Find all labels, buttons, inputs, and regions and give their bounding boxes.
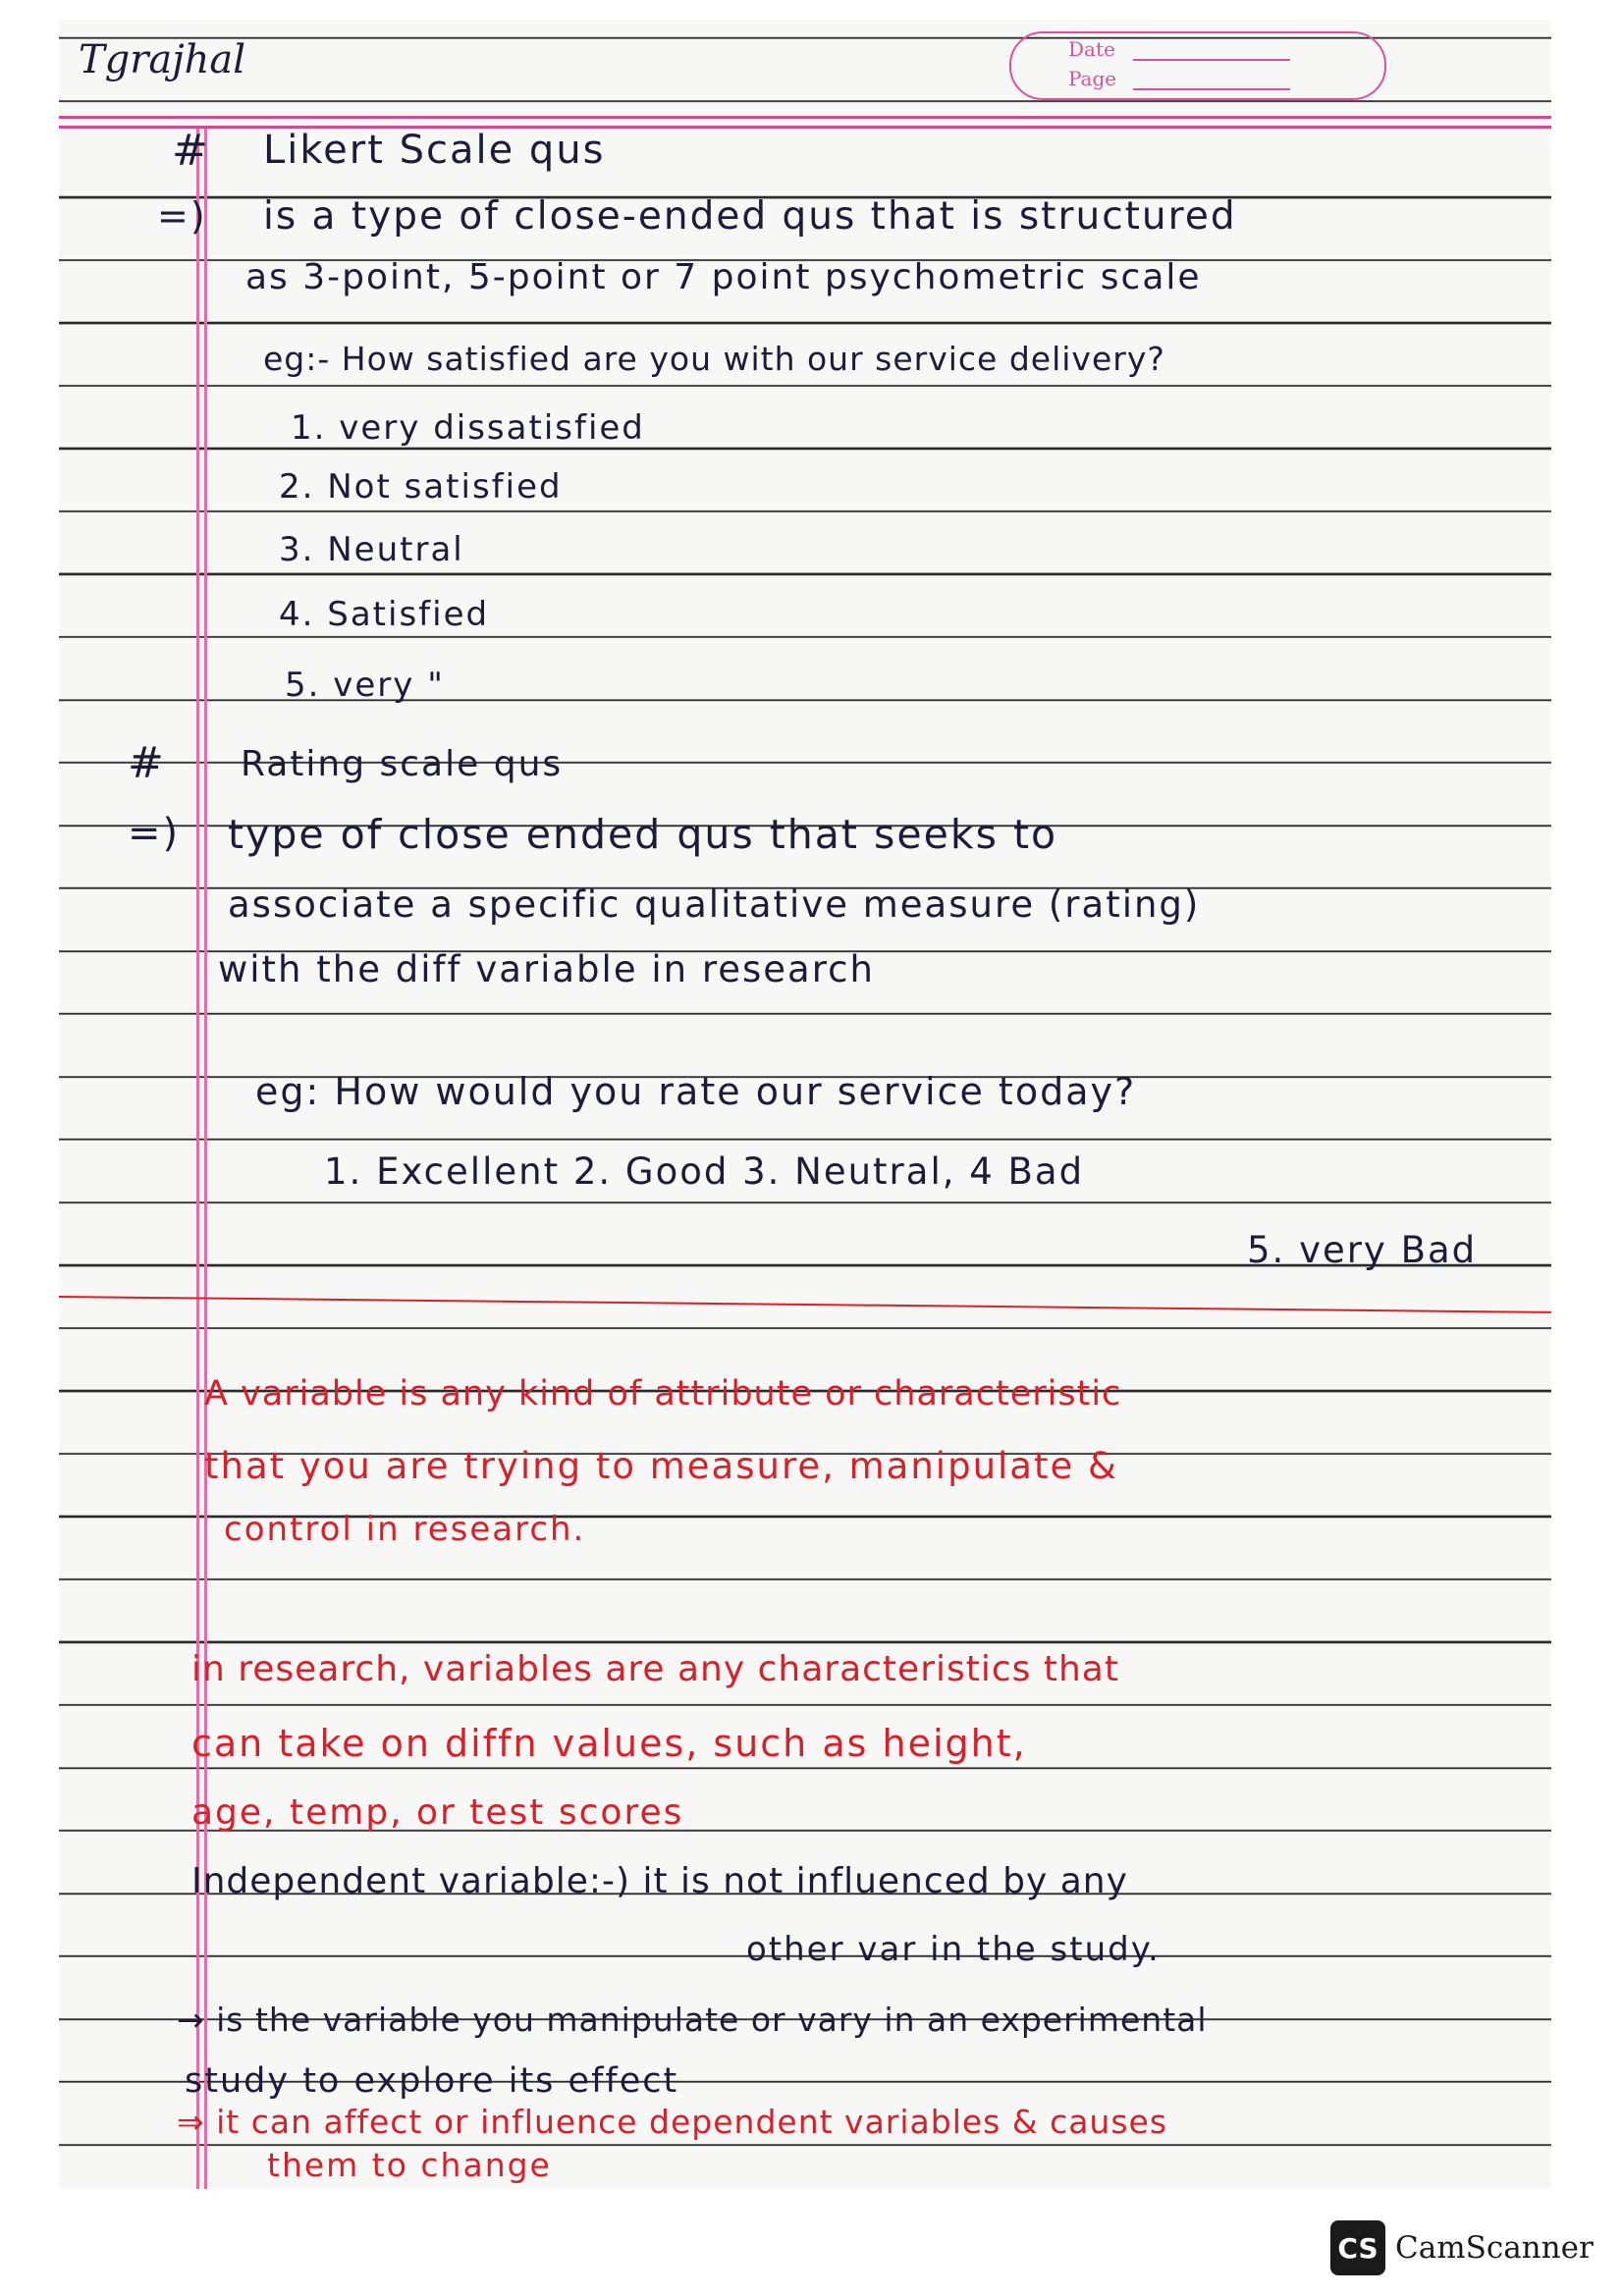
independent-variable-line: Independent variable:-) it is not influenced by any [191, 1861, 1128, 1901]
hash-mark: # [128, 738, 166, 788]
likert-option: 1. very dissatisfied [291, 408, 645, 448]
likert-option: 4. Satisfied [279, 595, 490, 634]
variable-research-line: age, temp, or test scores [191, 1792, 684, 1833]
camscanner-logo-icon: CS [1330, 2220, 1385, 2275]
header-rule [59, 116, 1551, 119]
date-page-stamp [1009, 31, 1386, 100]
signature: Tgrajhal [79, 37, 246, 82]
date-label: Date [1068, 37, 1115, 61]
variable-research-line: can take on diffn values, such as height, [191, 1722, 1027, 1765]
variable-def-line: that you are trying to measure, manipulate & [204, 1445, 1118, 1487]
rating-line-3: with the diff variable in research [218, 948, 875, 990]
manipulate-line: → is the variable you manipulate or vary in an experimental [177, 2001, 1208, 2039]
arrow-mark: =) [128, 811, 181, 856]
arrow-mark: =) [157, 194, 207, 238]
effect-line: ⇒ it can affect or influence dependent variables & causes [177, 2103, 1168, 2141]
page-label: Page [1068, 67, 1117, 90]
independent-variable-line: other var in the study. [746, 1930, 1161, 1969]
camscanner-watermark [1330, 2220, 1594, 2275]
variable-def-line: control in research. [224, 1510, 586, 1549]
camscanner-brand: CamScanner [1395, 2230, 1594, 2266]
variable-research-line: in research, variables are any characteristics that [191, 1649, 1119, 1689]
likert-option: 3. Neutral [279, 530, 464, 569]
rating-heading: Rating scale qus [241, 744, 564, 784]
likert-line-1: is a type of close-ended qus that is structured [263, 194, 1237, 239]
variable-def-line: A variable is any kind of attribute or characteristic [204, 1374, 1122, 1414]
rating-line-2: associate a specific qualitative measure (rating) [228, 883, 1201, 926]
rating-example: eg: How would you rate our service today? [255, 1070, 1137, 1113]
likert-option: 5. very " [285, 666, 445, 705]
likert-line-2: as 3-point, 5-point or 7 point psychometric scale [245, 257, 1202, 297]
rating-options: 5. very Bad [1247, 1229, 1478, 1271]
rating-line-1: type of close ended qus that seeks to [228, 811, 1058, 858]
effect-line: them to change [267, 2146, 552, 2184]
rating-options: 1. Excellent 2. Good 3. Neutral, 4 Bad [324, 1150, 1085, 1193]
likert-example: eg:- How satisfied are you with our service delivery? [263, 340, 1165, 378]
page-line [1133, 88, 1290, 90]
date-line [1133, 59, 1290, 61]
hash-mark: # [172, 126, 210, 176]
likert-heading: Likert Scale qus [263, 128, 606, 173]
manipulate-line: study to explore its effect [185, 2061, 679, 2101]
likert-option: 2. Not satisfied [279, 467, 563, 507]
